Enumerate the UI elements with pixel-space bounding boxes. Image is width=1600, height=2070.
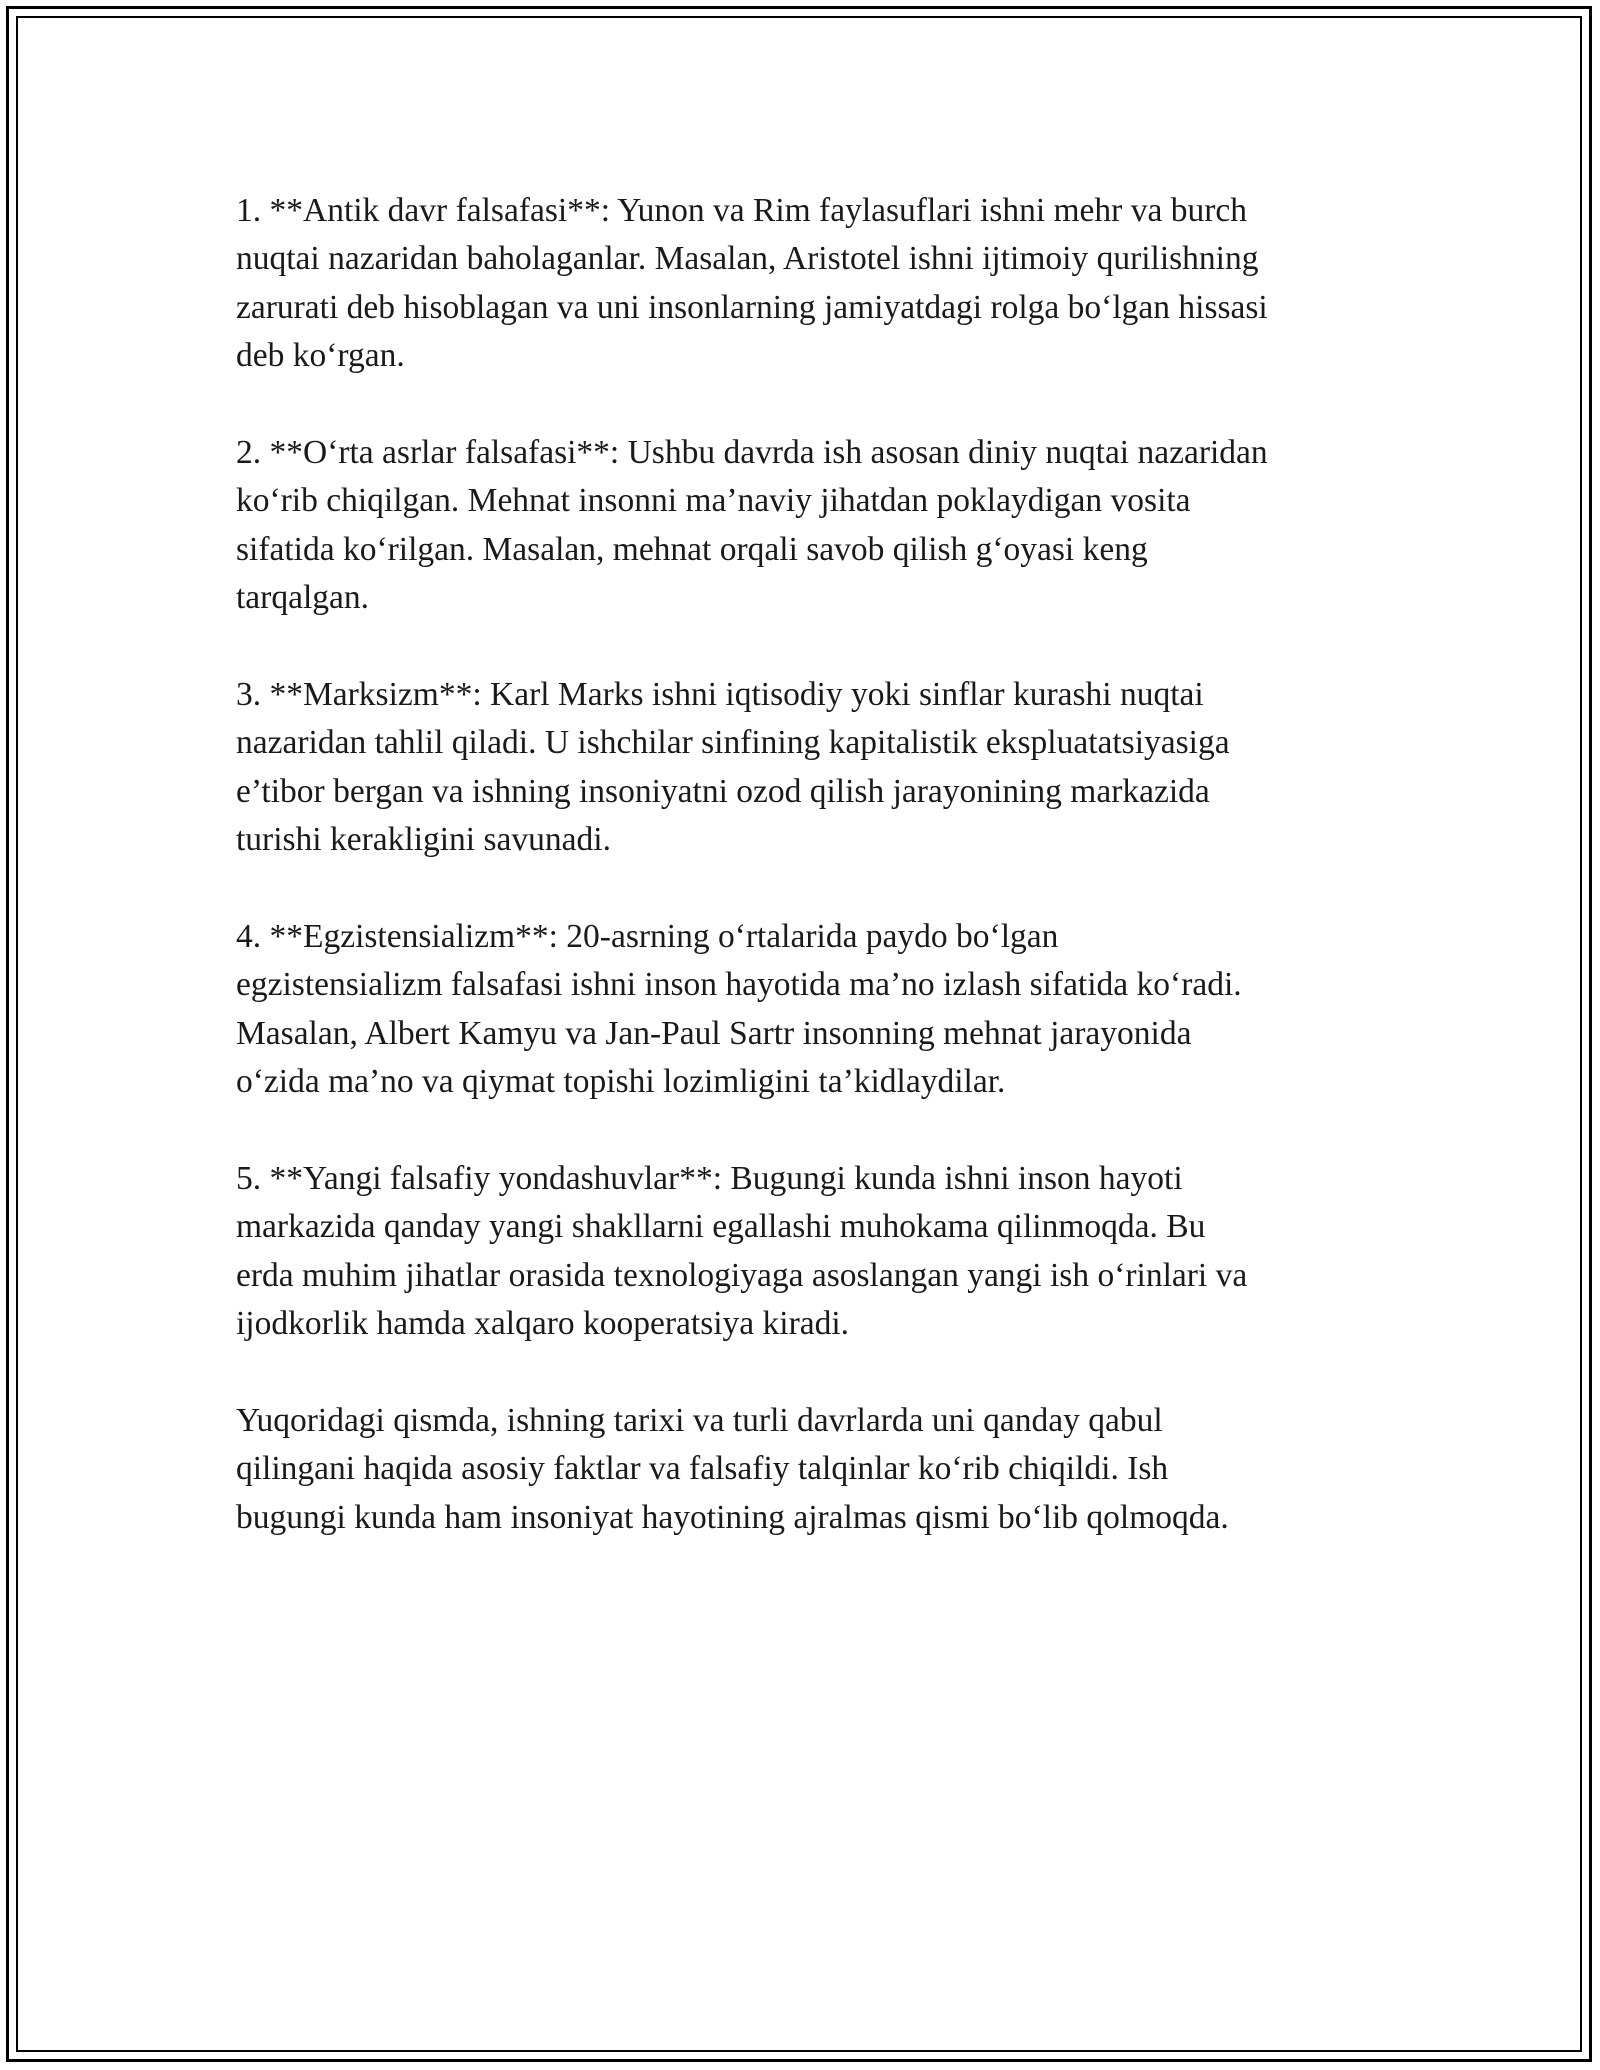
paragraph-yangi-yondashuvlar: 5. **Yangi falsafiy yondashuvlar**: Bugungi kunda ishni inson hayoti markazida qanday yangi shakllarni egallashi muhokama qilinmoqda. Bu erda muhim jihatlar orasida texnologiyaga asoslangan yangi ish o‘rinlari va ijodkorlik hamda xalqaro kooperatsiya kiradi. [236,1160,1248,1343]
paragraph-orta-asrlar: 2. **O‘rta asrlar falsafasi**: Ushbu davrda ish asosan diniy nuqtai nazaridan ko‘rib chiqilgan. Mehnat insonni ma’naviy jihatdan poklaydigan vosita sifatida ko‘rilgan. Masalan, mehnat orqali savob qilish g‘oyasi keng tarqalgan. [236,434,1268,617]
paragraph-egzistensializm: 4. **Egzistensializm**: 20-asrning o‘rtalarida paydo bo‘lgan egzistensializm falsafasi ishni inson hayotida ma’no izlash sifatida ko‘radi. Masalan, Albert Kamyu va Jan-Paul Sartr insonning mehnat jarayonida o‘zida ma’no va qiymat topishi lozimligini ta’kidlaydilar. [236,918,1242,1101]
paragraph-marksizm: 3. **Marksizm**: Karl Marks ishni iqtisodiy yoki sinflar kurashi nuqtai nazaridan tahlil qiladi. U ishchilar sinfining kapitalistik ekspluatatsiyasiga e’tibor bergan va ishning insoniyatni ozod qilish jarayonining markazida turishi kerakligini savunadi. [236,676,1230,859]
document-body [236,187,1376,1591]
paragraph-antik-davr: 1. **Antik davr falsafasi**: Yunon va Rim faylasuflari ishni mehr va burch nuqtai nazaridan baholaganlar. Masalan, Aristotel ishni ijtimoiy qurilishning zarurati deb hisoblagan va uni insonlarning jamiyatdagi rolga bo‘lgan hissasi deb ko‘rgan. [236,192,1268,375]
paragraph-conclusion: Yuqoridagi qismda, ishning tarixi va turli davrlarda uni qanday qabul qilingani haqida asosiy faktlar va falsafiy talqinlar ko‘rib chiqildi. Ish bugungi kunda ham insoniyat hayotining ajralmas qismi bo‘lib qolmoqda. [236,1402,1229,1536]
